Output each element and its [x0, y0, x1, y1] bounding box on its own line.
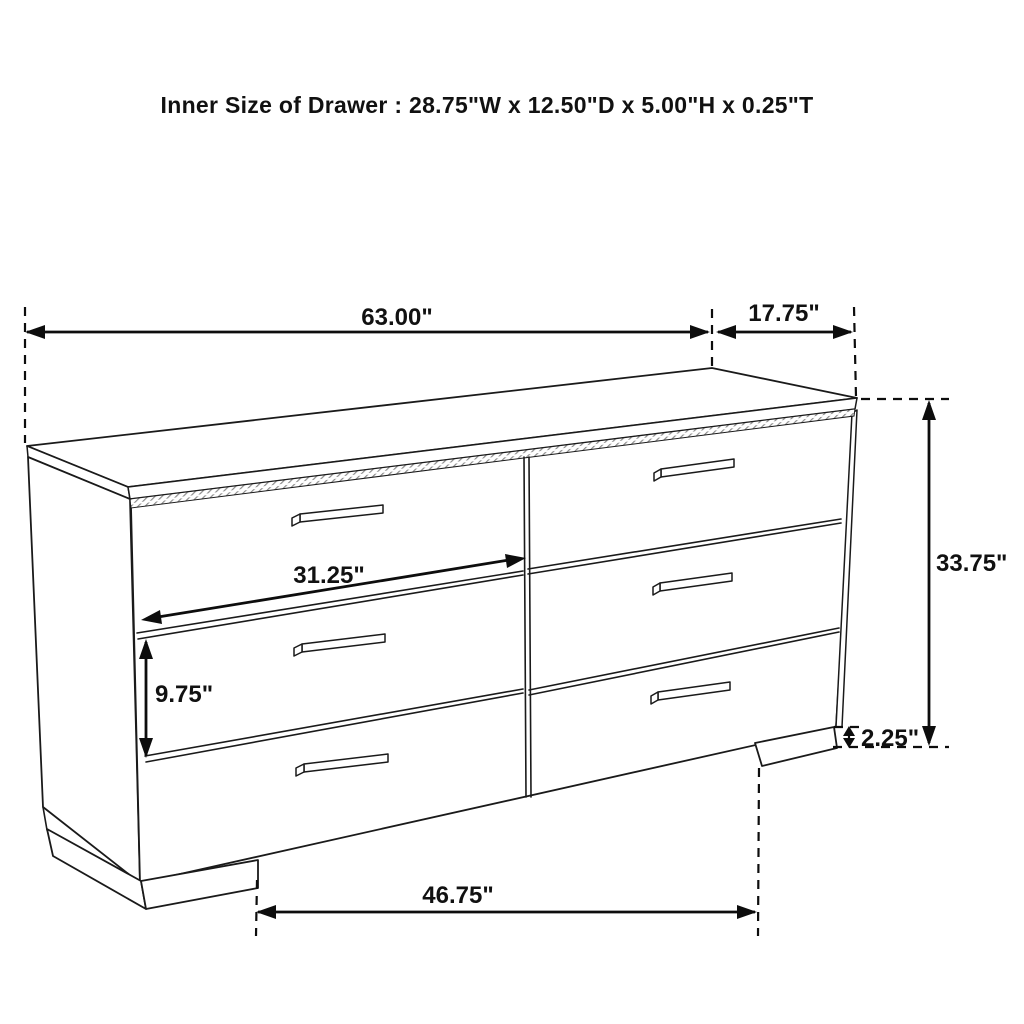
arrowhead-up [922, 400, 936, 420]
arrowhead-right [833, 325, 853, 339]
extension-line [256, 880, 257, 936]
dim-label-base-width: 46.75" [422, 882, 494, 909]
arrowhead-right [690, 325, 710, 339]
dim-label-overall-height: 33.75" [936, 550, 1008, 577]
dim-label-drawer-height: 9.75" [155, 681, 214, 708]
extension-line [854, 307, 856, 397]
extension-line [758, 768, 759, 936]
dim-label-drawer-width: 31.25" [293, 562, 365, 589]
dresser-drawing [27, 368, 857, 909]
dim-leg-height [834, 725, 919, 752]
page-title: Inner Size of Drawer : 28.75"W x 12.50"D x 5.00"H x 0.25"T [160, 92, 814, 118]
arrowhead-right [737, 905, 757, 919]
arrowhead-down [922, 726, 936, 746]
dim-overall-height [833, 399, 1007, 747]
arrowhead-left [716, 325, 736, 339]
dim-label-top-width: 63.00" [361, 304, 433, 331]
arrowhead-left [256, 905, 276, 919]
arrowhead-left [25, 325, 45, 339]
dim-label-top-depth: 17.75" [748, 300, 820, 327]
dim-label-leg-height: 2.25" [861, 725, 920, 752]
